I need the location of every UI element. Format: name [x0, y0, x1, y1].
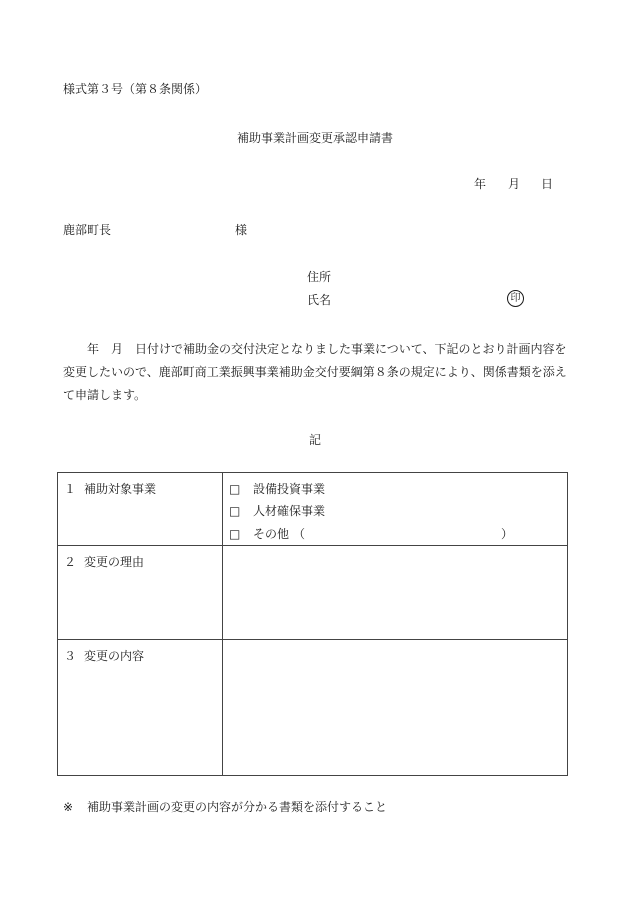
row-label	[58, 546, 223, 639]
row-number: ２	[64, 555, 77, 569]
body-line-3: て申請します。	[63, 388, 147, 402]
option-human-resources[interactable]	[229, 503, 325, 519]
addressee-honorific: 様	[235, 223, 248, 237]
date-line	[474, 176, 553, 192]
form-table	[57, 472, 568, 776]
option-label: 人材確保事業	[253, 504, 326, 518]
change-content-field[interactable]	[223, 640, 567, 776]
paren-close: ）	[501, 527, 514, 541]
date-day: 日	[541, 177, 554, 191]
row-label	[58, 640, 223, 776]
footnote	[63, 799, 387, 815]
table-row-content	[58, 639, 567, 776]
note-text: 補助事業計画の変更の内容が分かる書類を添付すること	[87, 800, 388, 814]
row-label-text: 補助対象事業	[84, 482, 157, 496]
body-text	[63, 338, 569, 407]
option-other[interactable]	[229, 526, 513, 542]
date-month: 月	[508, 177, 521, 191]
addressee-name: 鹿部町長	[63, 223, 112, 237]
row-number: １	[64, 482, 77, 496]
option-label: 設備投資事業	[253, 482, 326, 496]
checkbox[interactable]: □	[229, 504, 241, 518]
table-row-target-project	[58, 473, 567, 545]
option-label: その他	[253, 527, 290, 541]
option-equipment-investment[interactable]	[229, 481, 325, 497]
document-title: 補助事業計画変更承認申請書	[236, 131, 393, 145]
body-line-1: 年 月 日付けで補助金の交付決定となりました事業について、下記のとおり計画内容を	[87, 342, 567, 356]
row-label	[58, 473, 223, 545]
addressee-line	[63, 222, 247, 238]
row-label-text: 変更の内容	[84, 649, 145, 663]
body-line-2: 変更したいので、鹿部町商工業振興事業補助金交付要綱第８条の規定により、関係書類を添え	[63, 365, 567, 379]
seal-mark: 印	[507, 290, 524, 307]
checkbox[interactable]: □	[229, 527, 241, 541]
address-label: 住所	[307, 270, 332, 284]
note-mark: ※	[63, 800, 74, 814]
checkbox[interactable]: □	[229, 482, 241, 496]
paren-open: （	[293, 527, 306, 541]
reason-field[interactable]	[223, 546, 567, 639]
date-year: 年	[474, 177, 487, 191]
row-label-text: 変更の理由	[84, 555, 145, 569]
table-row-reason	[58, 545, 567, 639]
name-label: 氏名	[307, 293, 332, 307]
row-number: ３	[64, 649, 77, 663]
ki-label: 記	[308, 433, 321, 447]
row-content	[223, 473, 567, 545]
form-number: 様式第３号（第８条関係）	[63, 82, 208, 96]
